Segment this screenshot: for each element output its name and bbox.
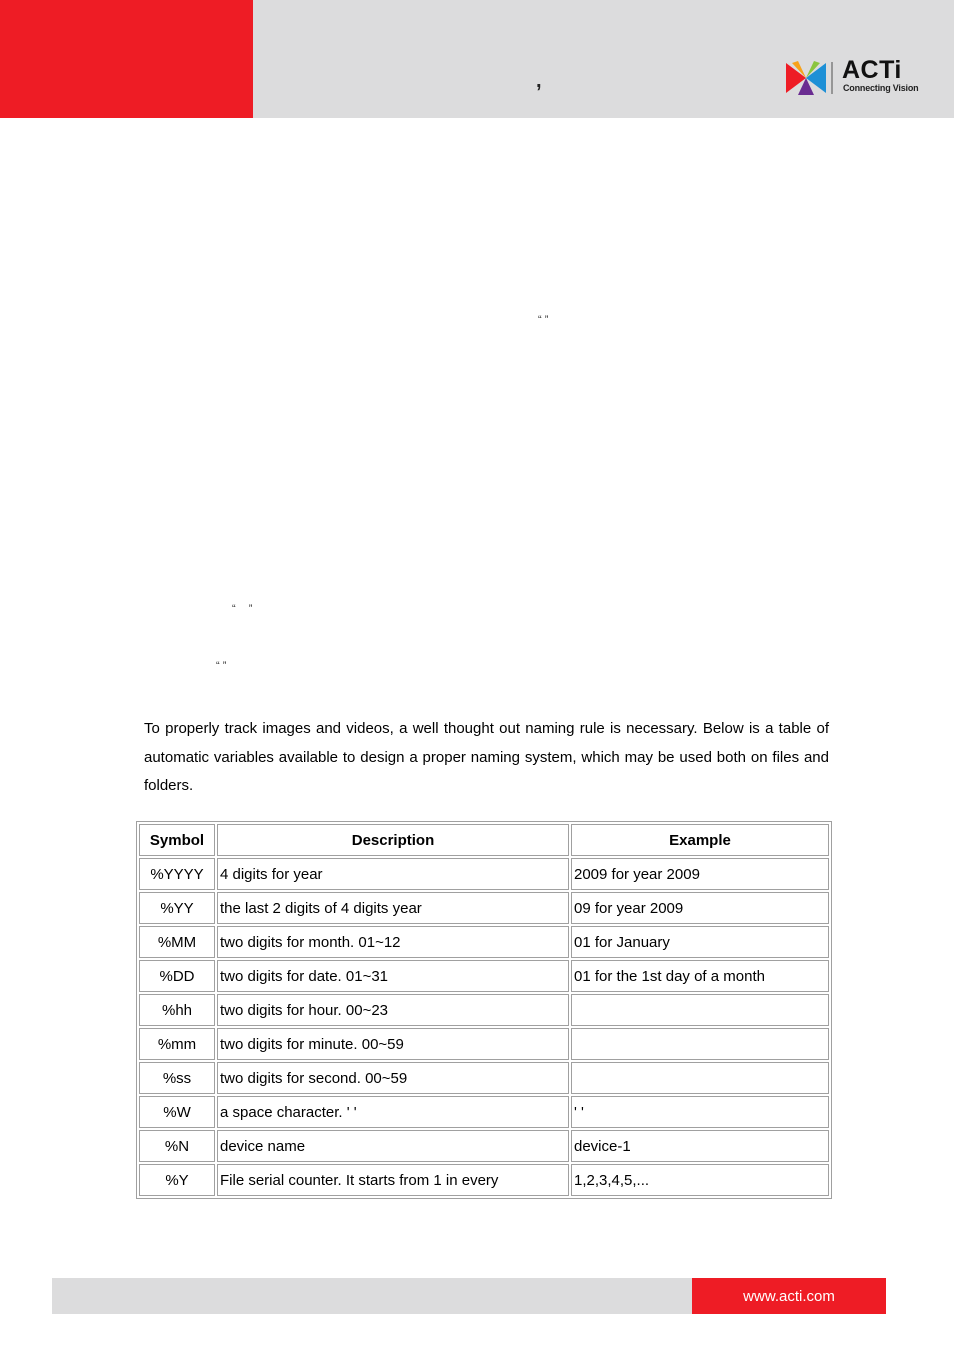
table-row	[139, 1062, 829, 1094]
table-row	[139, 1028, 829, 1060]
table-row	[139, 1130, 829, 1162]
table-row	[139, 1096, 829, 1128]
acti-logo	[784, 58, 924, 98]
column-header-description: Description	[217, 824, 569, 856]
symbol-cell: %YY	[139, 892, 215, 924]
logo-tagline: Connecting Vision	[843, 83, 919, 93]
description-cell: device name	[217, 1130, 569, 1162]
table-row	[139, 1164, 829, 1196]
symbol-cell: %MM	[139, 926, 215, 958]
symbol-cell: %DD	[139, 960, 215, 992]
description-cell: two digits for date. 01~31	[217, 960, 569, 992]
description-cell: two digits for month. 01~12	[217, 926, 569, 958]
example-cell: device-1	[571, 1130, 829, 1162]
description-cell: File serial counter. It starts from 1 in every	[217, 1164, 569, 1196]
description-cell: a space character. ' '	[217, 1096, 569, 1128]
symbol-cell: %ss	[139, 1062, 215, 1094]
symbol-cell: %YYYY	[139, 858, 215, 890]
example-cell	[571, 1062, 829, 1094]
quote-mark: “ ”	[538, 314, 549, 326]
table-header-row	[139, 824, 829, 856]
symbol-cell: %Y	[139, 1164, 215, 1196]
table-row	[139, 926, 829, 958]
column-header-example: Example	[571, 824, 829, 856]
table-row	[139, 994, 829, 1026]
header-red-block	[0, 0, 253, 118]
quote-mark: “ ”	[216, 660, 227, 672]
description-cell: two digits for hour. 00~23	[217, 994, 569, 1026]
description-cell: two digits for second. 00~59	[217, 1062, 569, 1094]
table-row	[139, 960, 829, 992]
example-cell	[571, 994, 829, 1026]
logo-wordmark: ACTi	[842, 56, 902, 84]
symbol-cell: %mm	[139, 1028, 215, 1060]
quote-mark: “ ”	[232, 603, 253, 615]
acti-logo-icon	[784, 58, 834, 98]
description-cell: the last 2 digits of 4 digits year	[217, 892, 569, 924]
symbol-cell: %N	[139, 1130, 215, 1162]
description-cell: two digits for minute. 00~59	[217, 1028, 569, 1060]
intro-paragraph: To properly track images and videos, a well thought out naming rule is necessary. Below is a table of automatic variables available to design a proper naming system, which may be used both on files and folders.	[144, 720, 829, 794]
example-cell: 01 for January	[571, 926, 829, 958]
column-header-symbol: Symbol	[139, 824, 215, 856]
header-mark: ,	[536, 70, 542, 92]
example-cell: 1,2,3,4,5,...	[571, 1164, 829, 1196]
example-cell: 01 for the 1st day of a month	[571, 960, 829, 992]
example-cell: ' '	[571, 1096, 829, 1128]
naming-variables-table	[136, 821, 832, 1199]
example-cell: 2009 for year 2009	[571, 858, 829, 890]
symbol-cell: %W	[139, 1096, 215, 1128]
description-cell: 4 digits for year	[217, 858, 569, 890]
example-cell	[571, 1028, 829, 1060]
example-cell: 09 for year 2009	[571, 892, 829, 924]
footer-website-link[interactable]: www.acti.com	[692, 1278, 886, 1314]
table-row	[139, 858, 829, 890]
table-row	[139, 892, 829, 924]
symbol-cell: %hh	[139, 994, 215, 1026]
